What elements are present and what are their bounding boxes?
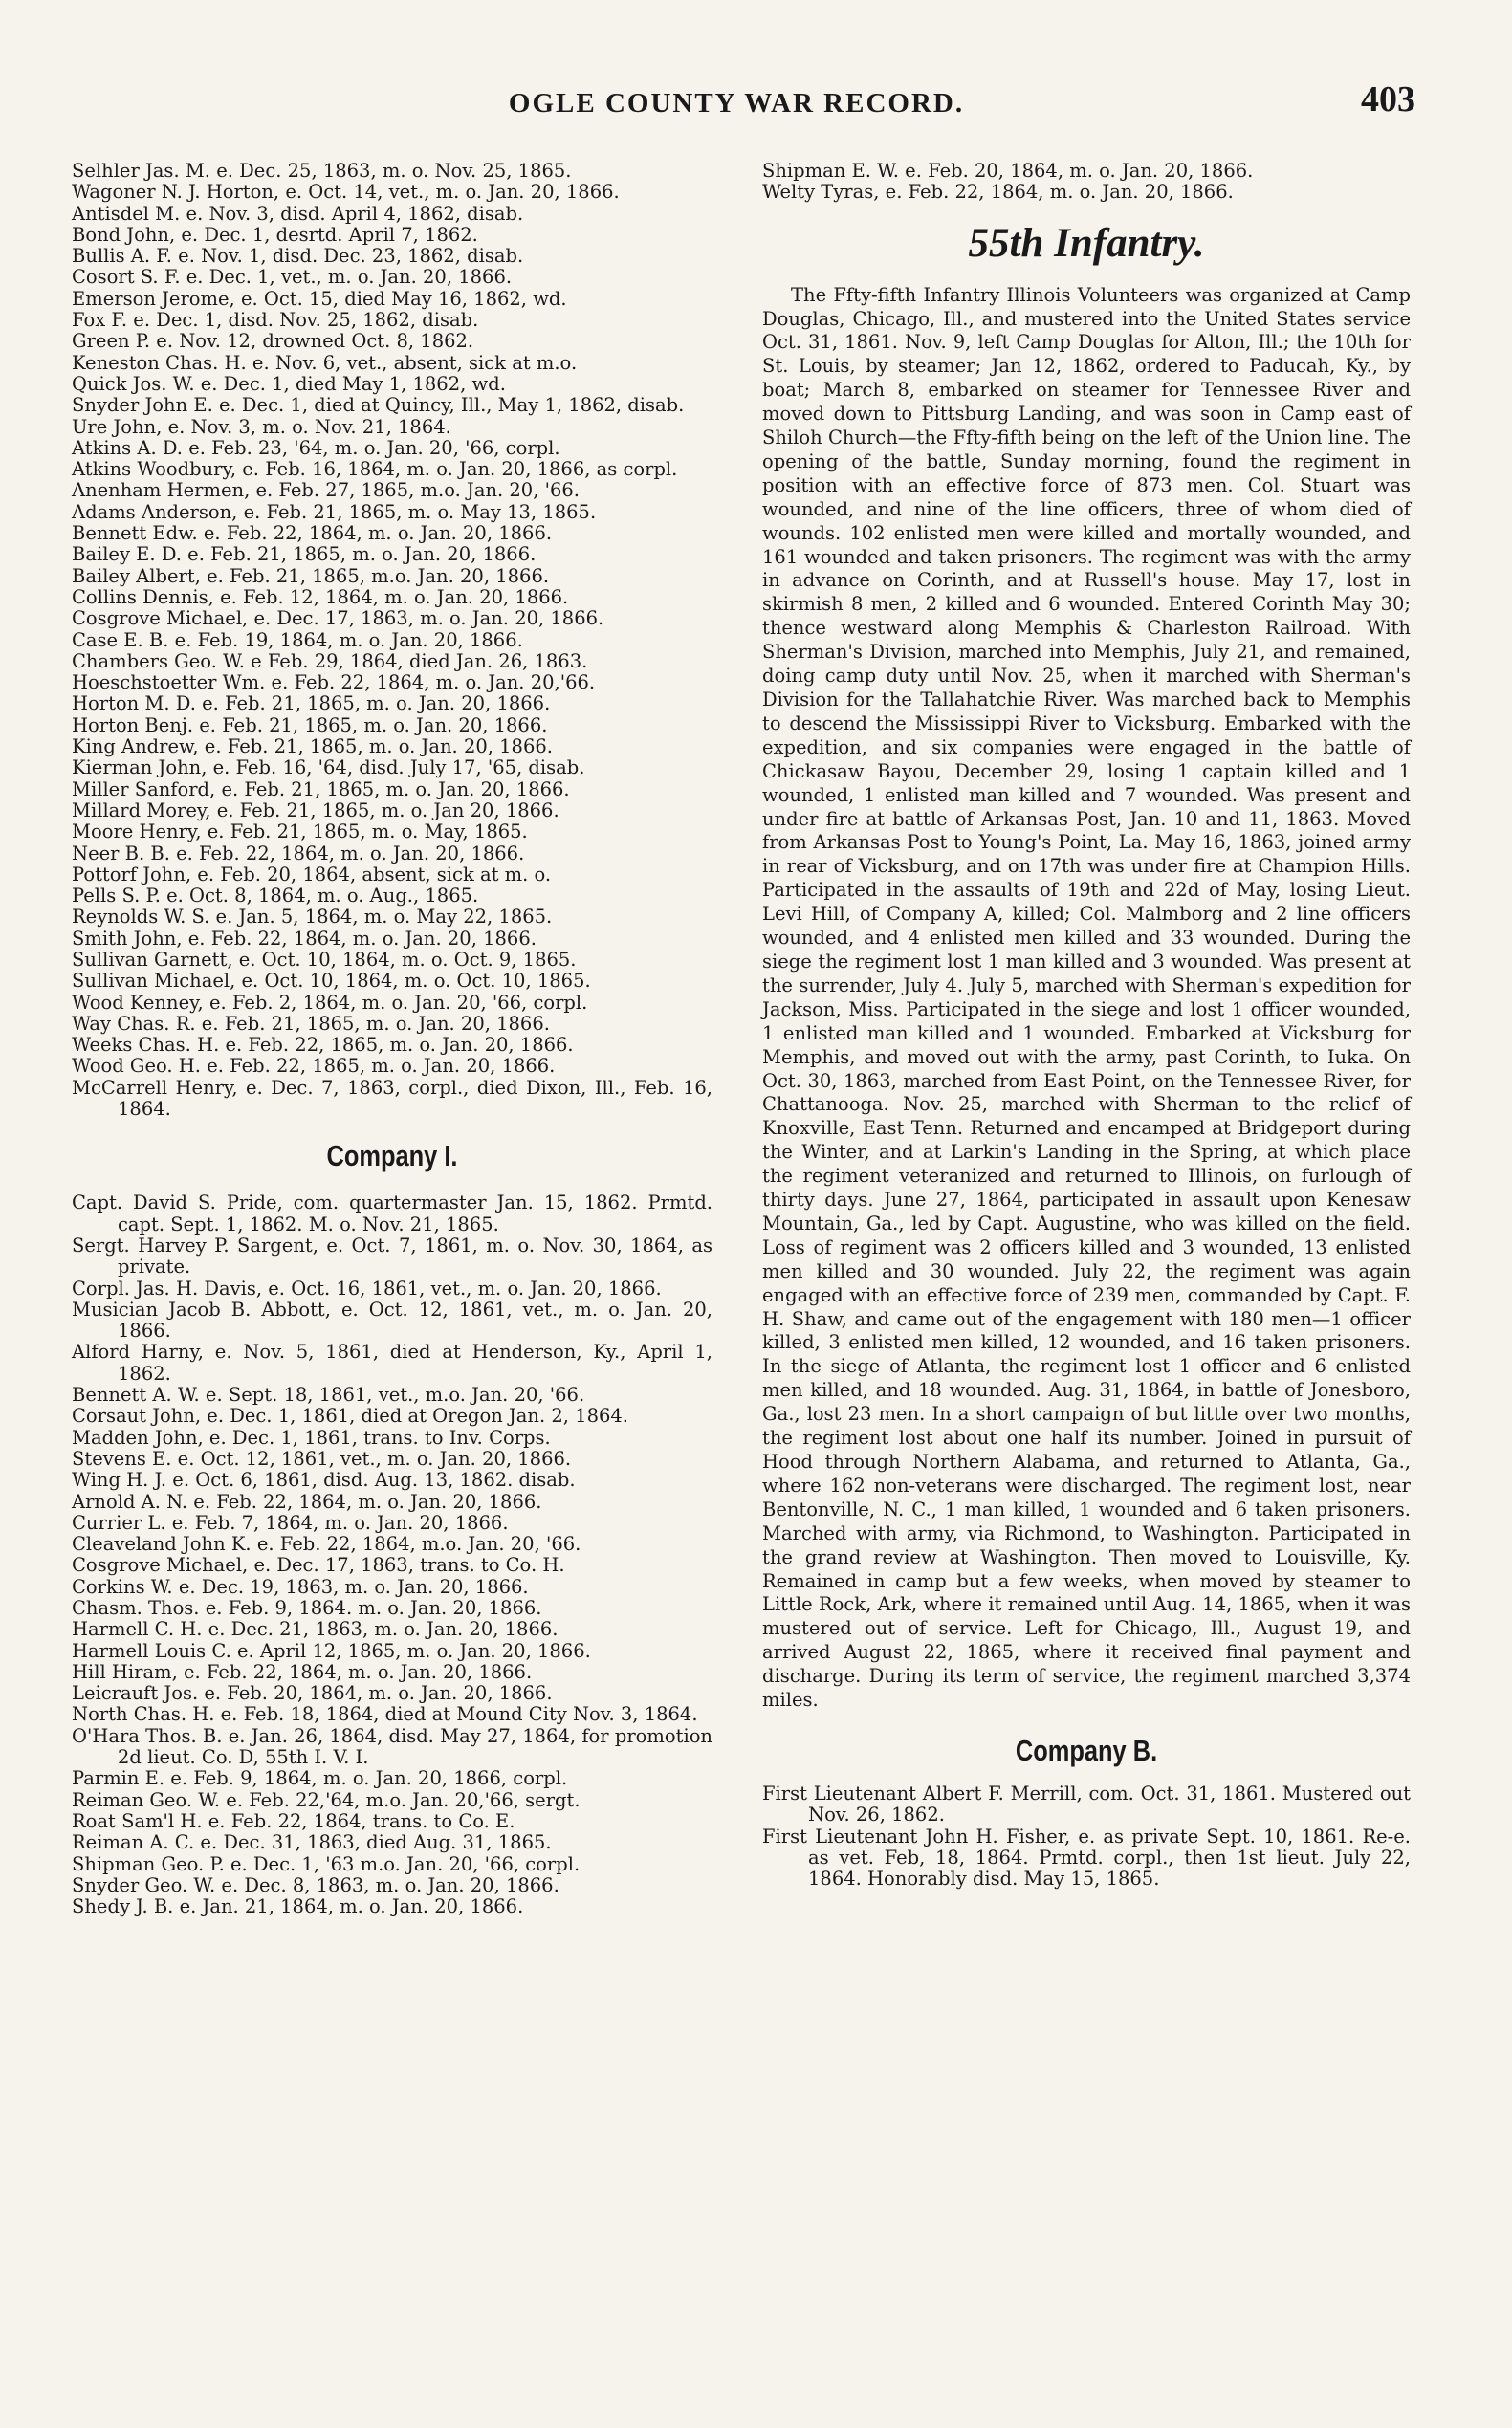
roster-entry: Antisdel M. e. Nov. 3, disd. April 4, 1862, disab. [72, 202, 524, 225]
roster-entry: First Lieutenant Albert F. Merrill, com. Oct. 31, 1861. Mustered out Nov. 26, 1862. [762, 1782, 1411, 1826]
roster-entry: Keneston Chas. H. e. Nov. 6, vet., absent, sick at m.o. [72, 351, 578, 374]
roster-entry: First Lieutenant John H. Fisher, e. as private Sept. 10, 1861. Re-e. as vet. Feb, 18, 1864. Prmtd. corpl., then 1st lieut. July 22, 1864. Honorably disd. May 15, 1865. [762, 1825, 1411, 1891]
regiment-narrative: The Ffty-fifth Infantry Illinois Volunteers was organized at Camp Douglas, Chicago, Ill., and mustered into the United States service Oct. 31, 1861. Nov. 9, left Camp Douglas for Alton, Ill.; the 10th for St. Louis, by steamer; Jan 12, 1862, ordered to Paducah, Ky., by boat; March 8, embarked on steamer for Tennessee River and moved down to Pittsburg Landing, and was soon in Camp east of Shiloh Church—the Ffty-fifth being on the left of the Union line. The opening of the battle, Sunday morning, found the regiment in position with an effective force of 873 men. Col. Stuart was wounded, and nine of the line officers, three of whom died of wounds. 102 enlisted men were killed and mortally wounded, and 161 wounded and taken prisoners. The regiment was with the army in advance on Corinth, and at Russell's house. May 17, lost in skirmish 8 men, 2 killed and 6 wounded. Entered Corinth May 30; thence westward along Memphis & Charleston Railroad. With Sherman's Division, marched into Memphis, July 21, and remained, doing camp duty until Nov. 25, when it marched with Sherman's Division for the Tallahatchie River. Was marched back to Memphis to descend the Mississippi River to Vicksburg. Embarked with the expedition, and six companies were engaged in the battle of Chickasaw Bayou, December 29, losing 1 captain killed and 1 wounded, 1 enlisted man killed and 7 wounded. Was present and under fire at battle of Arkansas Post, Jan. 10 and 11, 1863. Moved from Arkansas Post to Young's Point, La. May 16, 1863, joined army in rear of Vicksburg, and on 17th was under fire at Champion Hills. Participated in the assaults of 19th and 22d of May, losing Lieut. Levi Hill, of Company A, killed; Col. Malmborg and 2 line officers wounded, and 4 enlisted men killed and 33 wounded. During the siege the regiment lost 1 man killed and 3 wounded. Was present at the surrender, July 4. July 5, marched with Sherman's expedition for Jackson, Miss. Participated in the siege and lost 1 officer wounded, 1 enlisted man killed and 1 wounded. Embarked at Vicksburg for Memphis, and moved out with the army, past Corinth, to Iuka. On Oct. 30, 1863, marched from East Point, on the Tennessee River, for Chattanooga. Nov. 25, marched with Sherman to the relief of Knoxville, East Tenn. Returned and encamped at Bridgeport during the Winter, and at Larkin's Landing in the Spring, at which place the regiment veteranized and returned to Illinois, on furlough of thirty days. June 27, 1864, participated in assault upon Kenesaw Mountain, Ga., led by Capt. Augustine, who was killed on the field. Loss of regiment was 2 officers killed and 3 wounded, 13 enlisted men killed and 30 wounded. July 22, the regiment was again engaged with an effective force of 239 men, commanded by Capt. F. H. Shaw, and came out of the engagement with 180 men—1 officer killed, 3 enlisted men killed, 12 wounded, and 16 taken prisoners. In the siege of Atlanta, the regiment lost 1 officer and 6 enlisted men killed, and 18 wounded. Aug. 31, 1864, in battle of Jonesboro, Ga., lost 23 men. In a short campaign of but little over two months, the regiment lost about one half its number. Joined in pursuit of Hood through Northern Alabama, and returned to Atlanta, Ga., where 162 non-veterans were discharged. The regiment lost, near Bentonville, N. C., 1 man killed, 1 wounded and 6 taken prisoners. Marched with army, via Richmond, to Washington. Participated in the grand review at Washington. Then moved to Louisville, Ky. Remained in camp but a few weeks, when moved by steamer to Little Rock, Ark, where it remained until Aug. 14, 1865, when it was mustered out of service. Left for Chicago, Ill., August 19, and arrived August 22, 1865, where it received final payment and discharge. During its term of service, the regiment marched 3,374 miles. [762, 283, 1411, 1712]
roster-entry: Horton M. D. e. Feb. 21, 1865, m. o. Jan. 20, 1866. [72, 692, 551, 715]
roster-entry: Shipman E. W. e. Feb. 20, 1864, m. o. Jan. 20, 1866. [762, 160, 1254, 182]
roster-entry: Moore Henry, e. Feb. 21, 1865, m. o. May, 1865. [72, 820, 528, 843]
roster-entry: Case E. B. e. Feb. 19, 1864, m. o. Jan. 20, 1866. [72, 628, 523, 651]
roster-entry: Atkins Woodbury, e. Feb. 16, 1864, m. o. Jan. 20, 1866, as corpl. [72, 458, 678, 481]
roster-entry: Kierman John, e. Feb. 16, '64, disd. July 17, '65, disab. [72, 756, 585, 779]
roster-entry: Shedy J. B. e. Jan. 21, 1864, m. o. Jan. 20, 1866. [72, 1895, 524, 1918]
roster-entry: Miller Sanford, e. Feb. 21, 1865, m. o. Jan. 20, 1866. [72, 777, 570, 800]
roster-entry: Weeks Chas. H. e. Feb. 22, 1865, m. o. Jan. 20, 1866. [72, 1034, 574, 1057]
roster-entry: King Andrew, e. Feb. 21, 1865, m. o. Jan. 20, 1866. [72, 735, 553, 758]
roster-entry: Adams Anderson, e. Feb. 21, 1865, m. o. May 13, 1865. [72, 500, 597, 523]
roster-entry: Cosgrove Michael, e. Dec. 17, 1863, m. o. Jan. 20, 1866. [72, 607, 604, 630]
page-number: 403 [1361, 79, 1415, 120]
roster-entry: Capt. David S. Pride, com. quartermaster Jan. 15, 1862. Prmtd. capt. Sept. 1, 1862. M. o. Nov. 21, 1865. [72, 1192, 712, 1236]
roster-entry: Snyder John E. e. Dec. 1, died at Quincy, Ill., May 1, 1862, disab. [72, 394, 685, 417]
roster-entry: Reynolds W. S. e. Jan. 5, 1864, m. o. May 22, 1865. [72, 906, 553, 929]
roster-entry: Harmell Louis C. e. April 12, 1865, m. o. Jan. 20, 1866. [72, 1639, 591, 1662]
roster-entry: Smith John, e. Feb. 22, 1864, m. o. Jan. 20, 1866. [72, 927, 537, 950]
roster-entry: Roat Sam'l H. e. Feb. 22, 1864, trans. to Co. E. [72, 1809, 515, 1832]
roster-entry: Pells S. P. e. Oct. 8, 1864, m. o. Aug., 1865. [72, 885, 479, 908]
roster-entry: Chambers Geo. W. e Feb. 29, 1864, died Jan. 26, 1863. [72, 649, 588, 672]
roster-entry: Pottorf John, e. Feb. 20, 1864, absent, sick at m. o. [72, 863, 552, 886]
roster-entry: North Chas. H. e. Feb. 18, 1864, died at Mound City Nov. 3, 1864. [72, 1703, 698, 1726]
roster-entry: Wing H. J. e. Oct. 6, 1861, disd. Aug. 13, 1862. disab. [72, 1469, 576, 1492]
roster-entry: Arnold A. N. e. Feb. 22, 1864, m. o. Jan. 20, 1866. [72, 1490, 542, 1513]
roster-entry: Stevens E. e. Oct. 12, 1861, vet., m. o. Jan. 20, 1866. [72, 1447, 572, 1470]
roster-entry: Hill Hiram, e. Feb. 22, 1864, m. o. Jan. 20, 1866. [72, 1660, 533, 1683]
roster-entry: Wood Geo. H. e. Feb. 22, 1865, m. o. Jan. 20, 1866. [72, 1055, 556, 1078]
roster-entry: Chasm. Thos. e. Feb. 9, 1864. m. o. Jan. 20, 1866. [72, 1597, 542, 1619]
roster-entry: Corkins W. e. Dec. 19, 1863, m. o. Jan. 20, 1866. [72, 1575, 529, 1598]
roster-entry: Cosgrove Michael, e. Dec. 17, 1863, trans. to Co. H. [72, 1554, 565, 1577]
roster-entry: Atkins A. D. e. Feb. 23, '64, m. o. Jan. 20, '66, corpl. [72, 436, 560, 459]
company-b-roster [762, 1783, 1411, 1890]
roster-list-continued [762, 161, 1411, 204]
roster-entry: Bond John, e. Dec. 1, desrtd. April 7, 1862. [72, 223, 478, 246]
roster-entry: Hoeschstoetter Wm. e. Feb. 22, 1864, m. o. Jan. 20,'66. [72, 671, 596, 694]
roster-entry: O'Hara Thos. B. e. Jan. 26, 1864, disd. May 27, 1864, for promotion 2d lieut. Co. D, 55th I. V. I. [72, 1724, 712, 1769]
roster-entry: Bailey Albert, e. Feb. 21, 1865, m.o. Jan. 20, 1866. [72, 564, 550, 587]
roster-entry: Sullivan Michael, e. Oct. 10, 1864, m. o. Oct. 10, 1865. [72, 970, 591, 993]
roster-entry: Way Chas. R. e. Feb. 21, 1865, m. o. Jan. 20, 1866. [72, 1012, 550, 1035]
roster-entry: Harmell C. H. e. Dec. 21, 1863, m. o. Jan. 20, 1866. [72, 1618, 559, 1641]
roster-entry: Sergt. Harvey P. Sargent, e. Oct. 7, 1861, m. o. Nov. 30, 1864, as private. [72, 1234, 712, 1279]
roster-entry: Horton Benj. e. Feb. 21, 1865, m. o. Jan. 20, 1866. [72, 713, 548, 736]
roster-entry: Neer B. B. e. Feb. 22, 1864, m. o. Jan. 20, 1866. [72, 842, 525, 864]
left-column [72, 161, 712, 1917]
roster-entry: Wagoner N. J. Horton, e. Oct. 14, vet., m. o. Jan. 20, 1866. [72, 181, 620, 204]
roster-entry: Fox F. e. Dec. 1, disd. Nov. 25, 1862, disab. [72, 309, 479, 332]
running-title: OGLE COUNTY WAR RECORD. [508, 88, 965, 119]
roster-entry: Alford Harny, e. Nov. 5, 1861, died at Henderson, Ky., April 1, 1862. [72, 1341, 712, 1385]
roster-entry: Reiman A. C. e. Dec. 31, 1863, died Aug. 31, 1865. [72, 1831, 552, 1854]
roster-entry: Madden John, e. Dec. 1, 1861, trans. to Inv. Corps. [72, 1426, 551, 1449]
roster-entry: Parmin E. e. Feb. 9, 1864, m. o. Jan. 20, 1866, corpl. [72, 1767, 568, 1790]
roster-entry: Sullivan Garnett, e. Oct. 10, 1864, m. o. Oct. 9, 1865. [72, 948, 577, 971]
roster-entry: Leicrauft Jos. e. Feb. 20, 1864, m. o. Jan. 20, 1866. [72, 1682, 553, 1705]
roster-entry: Wood Kenney, e. Feb. 2, 1864, m. o. Jan. 20, '66, corpl. [72, 991, 588, 1014]
roster-entry: Musician Jacob B. Abbott, e. Oct. 12, 1861, vet., m. o. Jan. 20, 1866. [72, 1298, 712, 1343]
roster-entry: Corpl. Jas. H. Davis, e. Oct. 16, 1861, vet., m. o. Jan. 20, 1866. [72, 1277, 662, 1300]
roster-entry: Shipman Geo. P. e. Dec. 1, '63 m.o. Jan. 20, '66, corpl. [72, 1852, 581, 1875]
roster-entry: Ure John, e. Nov. 3, m. o. Nov. 21, 1864. [72, 415, 451, 438]
roster-entry: Bullis A. F. e. Nov. 1, disd. Dec. 23, 1862, disab. [72, 245, 524, 268]
roster-entry: Collins Dennis, e. Feb. 12, 1864, m. o. Jan. 20, 1866. [72, 585, 569, 608]
roster-entry: Anenham Hermen, e. Feb. 27, 1865, m.o. Jan. 20, '66. [72, 479, 580, 502]
roster-entry: Bailey E. D. e. Feb. 21, 1865, m. o. Jan. 20, 1866. [72, 543, 537, 566]
roster-entry: Millard Morey, e. Feb. 21, 1865, m. o. Jan 20, 1866. [72, 798, 559, 821]
roster-entry: Welty Tyras, e. Feb. 22, 1864, m. o. Jan. 20, 1866. [762, 181, 1234, 204]
roster-entry: Reiman Geo. W. e. Feb. 22,'64, m.o. Jan. 20,'66, sergt. [72, 1788, 581, 1811]
roster-entry: Bennett A. W. e. Sept. 18, 1861, vet., m.o. Jan. 20, '66. [72, 1384, 585, 1407]
right-column [762, 161, 1411, 1890]
page-header [57, 78, 1415, 126]
roster-entry: Selhler Jas. M. e. Dec. 25, 1863, m. o. Nov. 25, 1865. [72, 160, 572, 182]
company-i-roster [72, 1192, 712, 1917]
roster-list [72, 161, 712, 1120]
roster-entry: Cleaveland John K. e. Feb. 22, 1864, m.o. Jan. 20, '66. [72, 1533, 581, 1556]
roster-entry: Currier L. e. Feb. 7, 1864, m. o. Jan. 20, 1866. [72, 1511, 509, 1534]
roster-entry: Corsaut John, e. Dec. 1, 1861, died at Oregon Jan. 2, 1864. [72, 1405, 628, 1428]
roster-entry: Quick Jos. W. e. Dec. 1, died May 1, 1862, wd. [72, 372, 506, 395]
roster-entry: Cosort S. F. e. Dec. 1, vet., m. o. Jan. 20, 1866. [72, 266, 513, 289]
roster-entry: Bennett Edw. e. Feb. 22, 1864, m. o. Jan. 20, 1866. [72, 522, 553, 545]
roster-entry: McCarrell Henry, e. Dec. 7, 1863, corpl., died Dixon, Ill., Feb. 16, 1864. [72, 1076, 712, 1121]
regiment-title: 55th Infantry. [968, 220, 1205, 266]
company-b-heading: Company B. [1015, 1733, 1158, 1767]
roster-entry: Green P. e. Nov. 12, drowned Oct. 8, 1862. [72, 330, 474, 353]
roster-entry: Snyder Geo. W. e. Dec. 8, 1863, m. o. Jan. 20, 1866. [72, 1873, 559, 1896]
roster-entry: Emerson Jerome, e. Oct. 15, died May 16, 1862, wd. [72, 287, 567, 310]
company-i-heading: Company I. [326, 1139, 458, 1173]
